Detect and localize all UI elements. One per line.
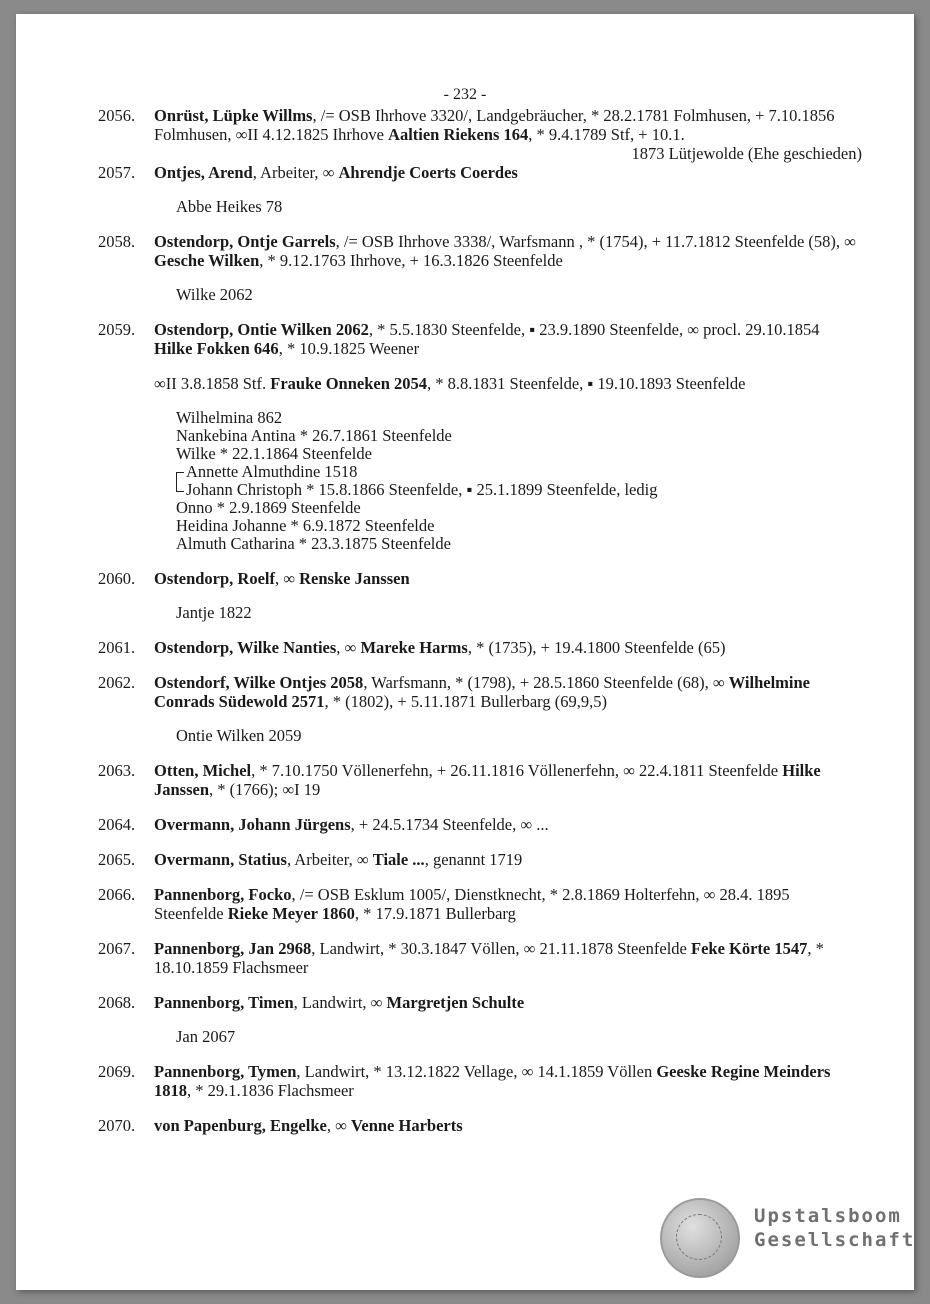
spouse-name: Aaltien Riekens 164 — [388, 125, 529, 144]
entry-text: ∞II 3.8.1858 Stf. — [154, 374, 271, 393]
seal-icon — [660, 1198, 740, 1278]
entry-text: , Arbeiter, ∞ — [252, 163, 339, 182]
entry-number: 2064. — [98, 815, 136, 834]
entry-number: 2058. — [98, 232, 136, 251]
child-line: Heidina Johanne * 6.9.1872 Steenfelde — [176, 516, 435, 535]
entry-text: , Warfsmann, * (1798), + 28.5.1860 Steenfelde (68), ∞ — [363, 673, 729, 692]
entry-number: 2057. — [98, 163, 136, 182]
entry-number: 2070. — [98, 1116, 136, 1135]
entry-2057 — [16, 163, 914, 182]
spouse-name: Gesche Wilken — [154, 251, 260, 270]
entry-2061 — [16, 638, 914, 657]
entry-number: 2056. — [98, 106, 136, 125]
spouse-name: Mareke Harms — [360, 638, 468, 657]
entry-text: , Landwirt, ∞ — [293, 993, 387, 1012]
entry-list — [16, 106, 914, 1135]
entry-2065 — [16, 850, 914, 869]
person-name: Ostendorf, Wilke Ontjes 2058 — [154, 673, 364, 692]
person-name: Pannenborg, Tymen — [154, 1062, 297, 1081]
entry-number: 2065. — [98, 850, 136, 869]
child-list — [176, 409, 914, 553]
entry-2068 — [16, 993, 914, 1012]
spouse-name: Hilke Fokken 646 — [154, 339, 279, 358]
person-name: Overmann, Statius — [154, 850, 287, 869]
entry-2062 — [16, 673, 914, 711]
entry-text: , Landwirt, * 13.12.1822 Vellage, ∞ 14.1.1859 Völlen — [296, 1062, 657, 1081]
spouse-name: Feke Körte 1547 — [690, 939, 808, 958]
person-name: Pannenborg, Timen — [154, 993, 294, 1012]
entry-number: 2069. — [98, 1062, 136, 1081]
child-line: Abbe Heikes 78 — [176, 197, 283, 216]
spouse-name: Venne Harberts — [350, 1116, 463, 1135]
entry-text: , Arbeiter, ∞ — [286, 850, 373, 869]
child-line: Nankebina Antina * 26.7.1861 Steenfelde — [176, 426, 452, 445]
child-line: Ontie Wilken 2059 — [176, 726, 302, 745]
entry-text: , * 18.10.1859 Flachsmeer — [154, 939, 824, 977]
entry-number: 2067. — [98, 939, 136, 958]
person-name: Overmann, Johann Jürgens — [154, 815, 351, 834]
entry-2063 — [16, 761, 914, 799]
entry-text: , ∞ — [326, 1116, 351, 1135]
person-name: Ostendorp, Ontie Wilken 2062 — [154, 320, 369, 339]
person-name: Ostendorp, Wilke Nanties — [154, 638, 337, 657]
child-line: Annette Almuthdine 1518 — [186, 462, 358, 481]
spouse-name: Renske Janssen — [299, 569, 410, 588]
entry-text: , * 29.1.1836 Flachsmeer — [187, 1081, 354, 1100]
entry-2067 — [16, 939, 914, 977]
entry-text: , * (1766); ∞I 19 — [209, 780, 321, 799]
person-name: Pannenborg, Focko — [154, 885, 292, 904]
person-name: Ontjes, Arend — [154, 163, 253, 182]
entry-text: , * (1735), + 19.4.1800 Steenfelde (65) — [467, 638, 726, 657]
entry-number: 2063. — [98, 761, 136, 780]
child-line: Almuth Catharina * 23.3.1875 Steenfelde — [176, 534, 451, 553]
entry-2059 — [16, 320, 914, 358]
child-line: Wilke * 22.1.1864 Steenfelde — [176, 444, 372, 463]
entry-text: , + 24.5.1734 Steenfelde, ∞ ... — [350, 815, 549, 834]
person-name: Ostendorp, Ontje Garrels — [154, 232, 336, 251]
entry-2056 — [16, 106, 914, 163]
entry-number: 2060. — [98, 569, 136, 588]
logo-line-1: Upstalsboom — [754, 1205, 902, 1227]
person-name: Otten, Michel — [154, 761, 252, 780]
entry-text: , Landwirt, * 30.3.1847 Völlen, ∞ 21.11.1878 Steenfelde — [311, 939, 691, 958]
spouse-name: Hilke Janssen — [154, 761, 821, 799]
entry-text-continued: 1873 Lütjewolde (Ehe geschieden) — [631, 144, 862, 163]
entry-text: , * 10.9.1825 Weener — [278, 339, 420, 358]
child-line: Johann Christoph * 15.8.1866 Steenfelde, ▪ 25.1.1899 Steenfelde, ledig — [186, 480, 658, 499]
entry-text: , * 8.8.1831 Steenfelde, ▪ 19.10.1893 Steenfelde — [427, 374, 746, 393]
logo-line-2: Gesellschaft — [754, 1229, 916, 1251]
entry-number: 2068. — [98, 993, 136, 1012]
entry-text: , * 17.9.1871 Bullerbarg — [354, 904, 516, 923]
logo-text — [754, 1204, 915, 1252]
entry-text: , * 9.4.1789 Stf, + 10.1. — [528, 125, 685, 144]
entry-text: , /= OSB Ihrhove 3338/, Warfsmann , * (1754), + 11.7.1812 Steenfelde (58), ∞ — [335, 232, 856, 251]
entry-text: , ∞ — [275, 569, 300, 588]
child-line: Wilhelmina 862 — [176, 408, 283, 427]
person-name: Ostendorp, Roelf — [154, 569, 275, 588]
entry-text: , * 7.10.1750 Völlenerfehn, + 26.11.1816 Völlenerfehn, ∞ 22.4.1811 Steenfelde — [251, 761, 783, 780]
entry-number: 2062. — [98, 673, 136, 692]
child-line: Wilke 2062 — [176, 285, 253, 304]
entry-2069 — [16, 1062, 914, 1100]
spouse-name: Margretjen Schulte — [386, 993, 525, 1012]
entry-text: , * 9.12.1763 Ihrhove, + 16.3.1826 Steenfelde — [259, 251, 563, 270]
entry-number: 2061. — [98, 638, 136, 657]
spouse-name: Wilhelmine Conrads Südewold 2571 — [154, 673, 811, 711]
spouse-name: Ahrendje Coerts Coerdes — [338, 163, 518, 182]
entry-text: , ∞ — [336, 638, 361, 657]
entry-2066 — [16, 885, 914, 923]
person-name: von Papenburg, Engelke — [154, 1116, 327, 1135]
page-number: - 232 - — [443, 86, 487, 103]
entry-2058 — [16, 232, 914, 270]
entry-2070 — [16, 1116, 914, 1135]
spouse-name: Rieke Meyer 1860 — [227, 904, 355, 923]
person-name: Pannenborg, Jan 2968 — [154, 939, 312, 958]
entry-number: 2066. — [98, 885, 136, 904]
child-line: Jantje 1822 — [176, 603, 252, 622]
child-line: Onno * 2.9.1869 Steenfelde — [176, 498, 361, 517]
second-marriage — [16, 374, 914, 393]
society-logo — [660, 1198, 916, 1278]
entry-text: , * 5.5.1830 Steenfelde, ▪ 23.9.1890 Steenfelde, ∞ procl. 29.10.1854 — [368, 320, 820, 339]
entry-text: , genannt 1719 — [424, 850, 523, 869]
child-line: Jan 2067 — [176, 1027, 236, 1046]
entry-2064 — [16, 815, 914, 834]
document-page — [16, 14, 914, 1290]
spouse-name: Frauke Onneken 2054 — [270, 374, 428, 393]
person-name: Onrüst, Lüpke Willms — [154, 106, 313, 125]
spouse-name: Tiale ... — [372, 850, 425, 869]
twins-bracket — [176, 463, 914, 499]
entry-text: , * (1802), + 5.11.1871 Bullerbarg (69,9,5) — [324, 692, 607, 711]
entry-2060 — [16, 569, 914, 588]
entry-number: 2059. — [98, 320, 136, 339]
spouse-name: Geeske Regine Meinders 1818 — [154, 1062, 831, 1100]
entry-text: , /= OSB Esklum 1005/, Dienstknecht, * 2.8.1869 Holterfehn, ∞ 28.4. 1895 Steenfelde — [154, 885, 790, 923]
entry-text: , /= OSB Ihrhove 3320/, Landgebräucher, * 28.2.1781 Folmhusen, + 7.10.1856 Folmhusen, ∞II 4.12.1825 Ihrhove — [154, 106, 835, 144]
